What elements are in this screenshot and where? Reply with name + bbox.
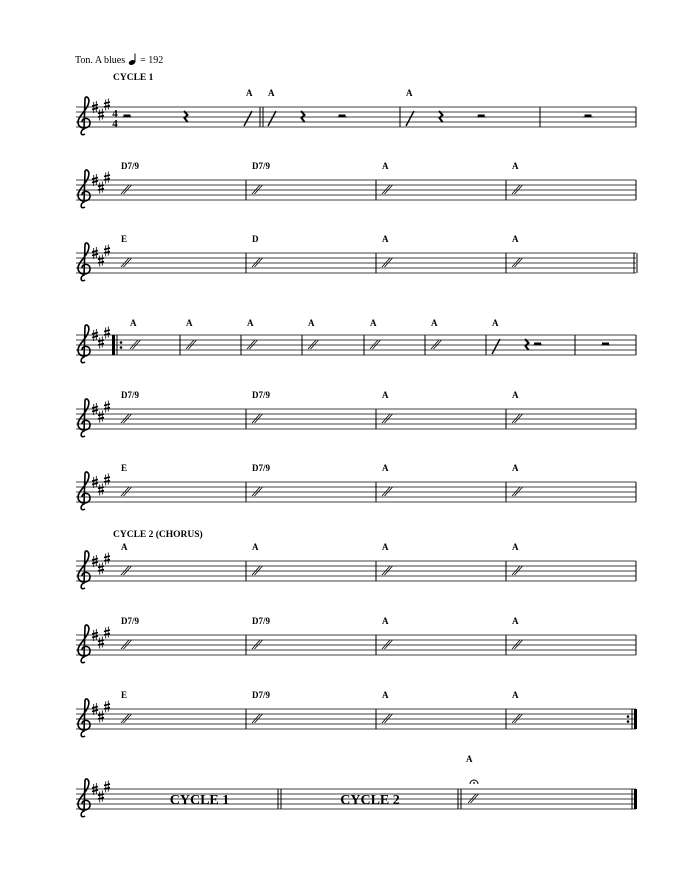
sharp-icon <box>98 791 104 803</box>
measure <box>246 616 271 655</box>
accent-stroke-icon <box>492 339 500 354</box>
sharp-icon <box>98 484 104 496</box>
sharp-icon <box>104 474 110 486</box>
measure <box>376 463 393 502</box>
measure <box>121 234 132 267</box>
treble-clef-icon <box>78 699 90 737</box>
sharp-icon <box>104 781 110 793</box>
measure <box>302 318 319 355</box>
sharp-icon <box>98 182 104 194</box>
chord-symbol: A <box>512 542 519 552</box>
chord-symbol: A <box>121 542 128 552</box>
measure <box>400 88 486 127</box>
tempo-marking: = 192 <box>140 55 164 66</box>
measure <box>486 318 543 355</box>
staff-system <box>76 529 636 589</box>
staff-system <box>76 690 637 737</box>
measure <box>180 318 197 355</box>
measure <box>121 616 140 649</box>
chord-symbol: A <box>382 542 389 552</box>
sharp-icon <box>104 701 110 713</box>
chord-symbol: A <box>186 318 193 328</box>
measure <box>246 463 271 502</box>
chord-symbol: A <box>130 318 137 328</box>
accent-stroke-icon <box>268 111 276 126</box>
staff-system <box>76 390 636 437</box>
chord-symbol: D <box>252 234 259 244</box>
measure <box>376 390 393 429</box>
sharp-icon <box>98 255 104 267</box>
measure <box>260 88 347 127</box>
chord-symbol: A <box>246 88 253 98</box>
tonality-label: Ton. A blues <box>75 55 126 66</box>
sharp-icon <box>104 553 110 565</box>
sharp-icon <box>104 99 110 111</box>
chord-symbol: A <box>512 234 519 244</box>
time-signature-bottom: 4 <box>112 118 118 130</box>
chord-symbol: A <box>406 88 413 98</box>
sharp-icon <box>98 711 104 723</box>
measure <box>376 616 393 655</box>
treble-clef-icon <box>78 170 90 208</box>
chord-symbol: D7/9 <box>252 463 270 473</box>
measure <box>121 542 132 575</box>
measure <box>425 318 442 355</box>
chord-symbol: D7/9 <box>121 390 139 400</box>
chord-symbol: A <box>512 463 519 473</box>
measure <box>458 754 479 809</box>
quarter-rest-icon <box>301 111 305 122</box>
chord-symbol: A <box>382 161 389 171</box>
measure <box>121 390 140 423</box>
half-rest-icon <box>534 343 541 346</box>
staff-system <box>76 234 637 281</box>
accent-stroke-icon <box>406 111 414 126</box>
measure <box>376 690 393 729</box>
sharp-icon <box>98 563 104 575</box>
repeat-barline <box>112 335 115 355</box>
measure <box>246 542 263 581</box>
chord-symbol: D7/9 <box>252 616 270 626</box>
measure <box>246 390 271 429</box>
chord-symbol: A <box>308 318 315 328</box>
chord-symbol: A <box>382 390 389 400</box>
measure <box>121 463 132 496</box>
measure <box>506 542 523 581</box>
measure <box>506 161 523 200</box>
quarter-rest-icon <box>184 111 188 122</box>
section-label: CYCLE 2 (CHORUS) <box>113 530 203 540</box>
chord-symbol: A <box>466 754 473 764</box>
treble-clef-icon <box>78 399 90 437</box>
measure <box>246 161 271 200</box>
measure <box>506 390 523 429</box>
sharp-icon <box>104 401 110 413</box>
repeat-barline <box>634 709 637 729</box>
accent-stroke-icon <box>244 111 252 126</box>
sharp-icon <box>98 109 104 121</box>
chord-symbol: D7/9 <box>252 390 270 400</box>
sharp-icon <box>104 627 110 639</box>
chord-symbol: E <box>121 463 128 473</box>
time-signature <box>112 108 118 130</box>
measure <box>506 463 523 502</box>
chord-symbol: A <box>252 542 259 552</box>
staff-system <box>76 616 636 663</box>
measure <box>246 234 263 273</box>
sharp-icon <box>98 337 104 349</box>
chord-symbol: A <box>512 616 519 626</box>
half-rest-icon <box>339 115 346 118</box>
half-rest-icon <box>585 115 592 118</box>
chord-symbol: A <box>247 318 254 328</box>
treble-clef-icon <box>78 472 90 510</box>
chord-symbol: A <box>382 616 389 626</box>
half-rest-icon <box>478 115 485 118</box>
chord-symbol: A <box>492 318 499 328</box>
chord-symbol: A <box>382 463 389 473</box>
chord-symbol: A <box>268 88 275 98</box>
staff-system <box>76 318 636 363</box>
chord-symbol: A <box>431 318 438 328</box>
sharp-icon <box>104 172 110 184</box>
chord-symbol: A <box>382 234 389 244</box>
repeat-dot <box>627 720 630 723</box>
repeat-dot <box>120 341 123 344</box>
half-rest-icon <box>602 343 609 346</box>
chord-symbol: E <box>121 234 128 244</box>
measure <box>376 161 393 200</box>
staff-system <box>76 161 636 208</box>
sharp-icon <box>98 637 104 649</box>
measure <box>376 542 393 581</box>
measure <box>364 318 381 355</box>
treble-clef-icon <box>78 325 90 363</box>
section-reference-text: CYCLE 1 <box>169 793 230 808</box>
repeat-dot <box>120 346 123 349</box>
half-rest-icon <box>124 115 131 118</box>
final-barline <box>634 789 637 809</box>
measure <box>241 318 258 355</box>
repeat-dot <box>627 715 630 718</box>
measure <box>506 690 523 729</box>
chord-symbol: A <box>512 161 519 171</box>
staff-system <box>76 754 637 817</box>
chord-symbol: A <box>512 390 519 400</box>
sharp-icon <box>98 411 104 423</box>
chord-symbol: E <box>121 690 128 700</box>
time-signature-top: 4 <box>112 108 118 120</box>
chord-symbol: A <box>370 318 377 328</box>
fermata-icon <box>470 780 478 784</box>
measure <box>130 318 141 349</box>
treble-clef-icon <box>78 551 90 589</box>
treble-clef-icon <box>78 625 90 663</box>
measure <box>170 793 230 808</box>
chord-symbol: A <box>382 690 389 700</box>
chord-symbol: D7/9 <box>121 161 139 171</box>
staff-system <box>76 73 636 135</box>
chord-symbol: D7/9 <box>252 690 270 700</box>
measure <box>506 616 523 655</box>
section-label: CYCLE 1 <box>113 73 154 83</box>
quarter-rest-icon <box>439 111 443 122</box>
quarter-rest-icon <box>525 339 529 350</box>
sharp-icon <box>104 245 110 257</box>
chord-symbol: D7/9 <box>121 616 139 626</box>
measure <box>121 690 132 723</box>
treble-clef-icon <box>78 243 90 281</box>
treble-clef-icon <box>78 97 90 135</box>
measure <box>246 690 271 729</box>
measure <box>506 234 523 273</box>
treble-clef-icon <box>78 779 90 817</box>
measure <box>121 161 140 194</box>
sharp-icon <box>104 327 110 339</box>
chord-symbol: A <box>512 690 519 700</box>
measure <box>376 234 393 273</box>
chord-symbol: D7/9 <box>252 161 270 171</box>
section-reference-text: CYCLE 2 <box>340 793 400 808</box>
staff-system <box>76 463 636 510</box>
